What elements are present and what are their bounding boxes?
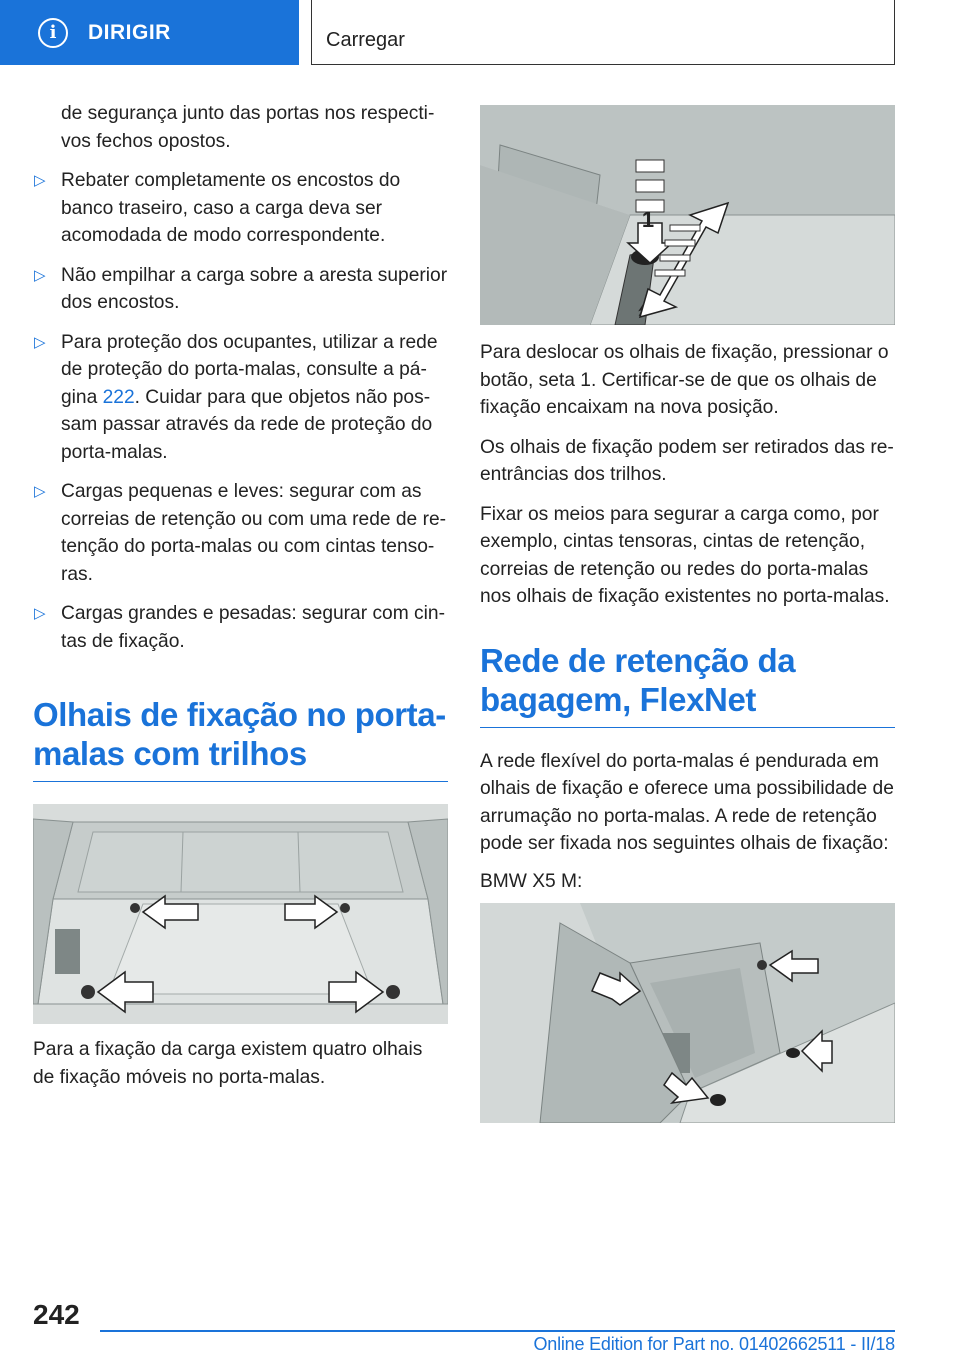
section-tab[interactable] <box>0 0 299 65</box>
arrow-number-label: 1 <box>641 207 655 232</box>
flexnet-illustration <box>480 903 895 1123</box>
figure-caption: Para a fixação da carga existem quatro olhais de fixação móveis no porta-malas. <box>33 1039 423 1088</box>
continued-text: de segurança junto das portas nos respectivos fechos opostos. <box>61 103 435 152</box>
edition-footer: Online Edition for Part no. 01402662511 - II/18 <box>533 1334 895 1354</box>
section-tab-label: DIRIGIR <box>88 20 171 44</box>
paragraph: Fixar os meios para segurar a carga como, por exemplo, cintas tensoras, cintas de retenção, correias de retenção ou redes do porta-malas nos olhais de fixação existentes no porta-malas. <box>480 503 890 607</box>
footer-divider <box>100 1330 895 1332</box>
triangle-bullet-icon: ▷ <box>34 266 46 284</box>
model-label: BMW X5 M: <box>480 870 583 892</box>
chapter-title: Carregar <box>326 29 405 51</box>
left-column <box>33 100 448 1091</box>
list-item: ▷ Cargas grandes e pesadas: segurar com cintas de fixação. <box>33 600 448 655</box>
trunk-illustration <box>33 804 448 1024</box>
right-column <box>480 105 895 1123</box>
paragraph: Os olhais de fixação podem ser retirados das reentrâncias dos trilhos. <box>480 436 894 485</box>
list-item: ▷ Rebater completamente os encostos do banco traseiro, caso a carga deva ser acomodada de modo correspondente. <box>33 167 448 250</box>
triangle-bullet-icon: ▷ <box>34 172 46 189</box>
info-icon: i <box>38 18 68 48</box>
section-heading-lashing-eyes: Olhais de fixação no porta-malas com trilhos <box>33 695 448 782</box>
paragraph: A rede flexível do porta-malas é pendurada em olhais de fixação e oferece uma possibilidade de arrumação no porta-malas. A rede de retenção pode ser fixada nos seguintes olhais de fixação: <box>480 750 894 854</box>
list-item: ▷ Não empilhar a carga sobre a aresta superior dos encostos. <box>33 262 448 317</box>
triangle-bullet-icon: ▷ <box>34 605 46 622</box>
page-number: 242 <box>33 1299 80 1330</box>
triangle-bullet-icon: ▷ <box>34 333 46 351</box>
rail-eye-illustration <box>480 105 895 325</box>
list-item: ▷ Cargas pequenas e leves: segurar com as correias de retenção ou com uma rede de retenção do porta-malas ou com cintas tensoras. <box>33 478 448 588</box>
paragraph: Para deslocar os olhais de fixação, pressionar o botão, seta 1. Certificar-se de que os olhais de fixação encaixam na nova posição. <box>480 342 889 418</box>
section-heading-flexnet: Rede de retenção da bagagem, FlexNet <box>480 641 895 728</box>
page-link[interactable]: 222 <box>102 386 135 408</box>
list-item: ▷ Para proteção dos ocupantes, utilizar a rede de proteção do porta-malas, consulte a página 222. Cuidar para que objetos não possam passar através da rede de proteção do porta-malas. <box>33 329 448 467</box>
triangle-bullet-icon: ▷ <box>34 483 46 500</box>
chapter-title-box <box>311 0 895 65</box>
